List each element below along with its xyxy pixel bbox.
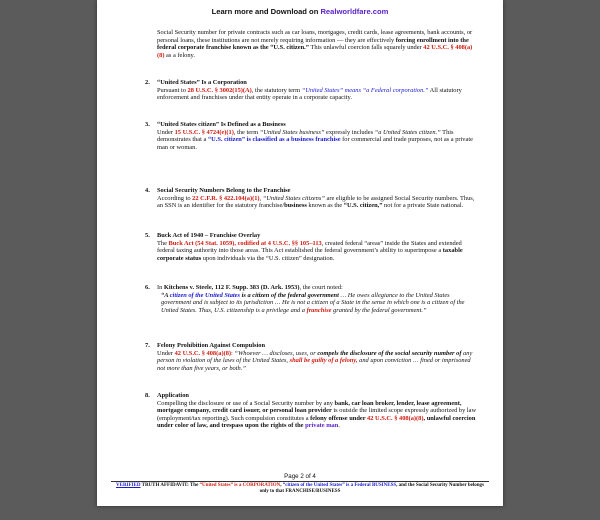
section-number: 4. bbox=[145, 187, 150, 194]
document-page bbox=[97, 0, 503, 506]
highlight: shall be guilty of a felony, bbox=[289, 357, 358, 365]
section-title: Felony Prohibition Against Compulsion bbox=[157, 342, 266, 349]
section-number: 5. bbox=[145, 232, 150, 239]
footer-divider bbox=[111, 481, 489, 482]
citation: 22 C.F.R. § 422.104(a)(1) bbox=[192, 194, 260, 202]
section-number: 2. bbox=[145, 79, 150, 86]
section-title: Buck Act of 1940 – Franchise Overlay bbox=[157, 232, 261, 239]
page-number: Page 2 of 4 bbox=[284, 473, 316, 480]
section-title: Application bbox=[157, 392, 189, 399]
intro-bold-1: forcing enrollment into the federal corporate franchise known as the “U.S. citizen.” bbox=[157, 36, 469, 52]
section-4 bbox=[145, 187, 480, 210]
section-number: 8. bbox=[145, 392, 150, 399]
section-6 bbox=[145, 284, 480, 314]
section-body: Under 42 U.S.C. § 408(a)(8): “Whoever … discloses, uses, or compels the disclosure of the social security number of any person in violation of the laws of the United States, shall be guilty of a felony, and upon conviction … fined or imprisoned not more than five years, or both.” bbox=[157, 349, 473, 372]
highlight: private man bbox=[305, 422, 339, 430]
section-number: 3. bbox=[145, 121, 150, 128]
citation: 28 U.S.C. § 3002(15)(A) bbox=[187, 86, 252, 94]
intro-citation: 42 U.S.C. § 408(a)(8) bbox=[157, 44, 473, 59]
case-title: Kitchens v. Steele, 112 F. Supp. 383 (D. Ark. 1953) bbox=[163, 284, 300, 291]
citation: 42 U.S.C. § 408(a)(8) bbox=[174, 349, 232, 357]
section-body: The Buck Act (54 Stat. 1059), codified at 4 U.S.C. §§ 105–113, created federal “areas” inside the States and extended federal taxing authority into those areas. This Act established the federal government’s ability to superimpose a taxable corporate status upon individuals via the “U.S. citizen” designation. bbox=[157, 239, 463, 262]
section-lead: In Kitchens v. Steele, 112 F. Supp. 383 (D. Ark. 1953), the court noted: bbox=[157, 284, 343, 291]
header-link[interactable]: Realworldfare.com bbox=[320, 7, 389, 16]
highlight: compels the disclosure of the social security number of bbox=[317, 349, 462, 357]
section-body: According to 22 C.F.R. § 422.104(a)(1), “United States citizens” are eligible to be assigned Social Security numbers. Thus, an SSN is an identifier for the statutory franchise/business known as the “U.S. citizen,” not for a private State national. bbox=[157, 194, 475, 210]
quoted-definition: “United States” means “a Federal corporation.” bbox=[301, 86, 429, 94]
case-quote: “A citizen of the United States is a citizen of the federal government … He owes allegiance to the United States government and is subject to its jurisdiction … He is not a citizen of a State in the sense in which one is a citizen of the United States. Thus, U.S. citizenship is a privilege and a franchise granted by the federal government.” bbox=[161, 291, 465, 314]
highlight: franchise bbox=[306, 306, 332, 314]
section-number: 7. bbox=[145, 342, 150, 349]
section-7 bbox=[145, 342, 480, 372]
section-title: Social Security Numbers Belong to the Franchise bbox=[157, 187, 291, 194]
section-title: “United States citizen” Is Defined as a Business bbox=[157, 121, 286, 128]
intro-text-3: as a felony. bbox=[164, 51, 195, 59]
citation: Buck Act (54 Stat. 1059), codified at 4 U.S.C. §§ 105–113 bbox=[168, 239, 322, 247]
footer-verified: VERIFIED bbox=[116, 483, 141, 488]
highlight: citizen of the United States bbox=[169, 291, 241, 299]
section-number: 6. bbox=[145, 284, 150, 291]
section-body: Pursuant to 28 U.S.C. § 3002(15)(A), the statutory term “United States” means “a Federal corporation.” All statutory enforcement and franchises under that entity operate in a corporate capacity. bbox=[157, 86, 462, 102]
page-header bbox=[97, 7, 503, 16]
intro-paragraph bbox=[157, 29, 477, 59]
intro-text-2: This unlawful coercion falls squarely under bbox=[308, 44, 424, 52]
section-5 bbox=[145, 232, 480, 262]
citation: 42 U.S.C. § 408(a)(8) bbox=[367, 414, 424, 422]
section-body: Compelling the disclosure or use of a Social Security number by any bank, car loan broker, lender, lease agreement, mortgage company, credit card issuer, or personal loan provider is outside the limited scope expressly authorized by law (employment/tax reporting). Such compulsion constitutes a felony offense under 42 U.S.C. § 408(a)(8), unlawful coercion under color of law, and trespass upon the rights of the private man. bbox=[157, 399, 477, 430]
section-title: “United States” Is a Corporation bbox=[157, 79, 247, 86]
intro-text-1: Social Security number for private contracts such as car loans, mortgages, credit cards, lease agreements, bank accounts, or personal loans, these institutions are not merely requiring information — they are effectively bbox=[157, 29, 473, 44]
highlight: “U.S. citizen” is classified as a business franchise bbox=[207, 136, 341, 144]
section-body: Under 15 U.S.C. § 4724(e)(1), the term “United States business” expressly includes “a United States citizen.” This demonstrates that a “U.S. citizen” is classified as a business franchise for commercial and trade purposes, not as a private man or woman. bbox=[157, 128, 473, 151]
footer-affidavit: VERIFIED TRUTH AFFIDAVIT: The “United States” is a CORPORATION, “citizen of the United States” is a Federal BUSINESS, and the Social Security Number belongs only to that FRANCHISE/BUSINESS bbox=[116, 483, 484, 494]
section-3 bbox=[145, 121, 480, 151]
section-8 bbox=[145, 392, 480, 430]
citation: 15 U.S.C. § 4724(e)(1) bbox=[174, 128, 234, 136]
header-text: Learn more and Download on bbox=[211, 7, 321, 16]
section-2 bbox=[145, 79, 480, 102]
